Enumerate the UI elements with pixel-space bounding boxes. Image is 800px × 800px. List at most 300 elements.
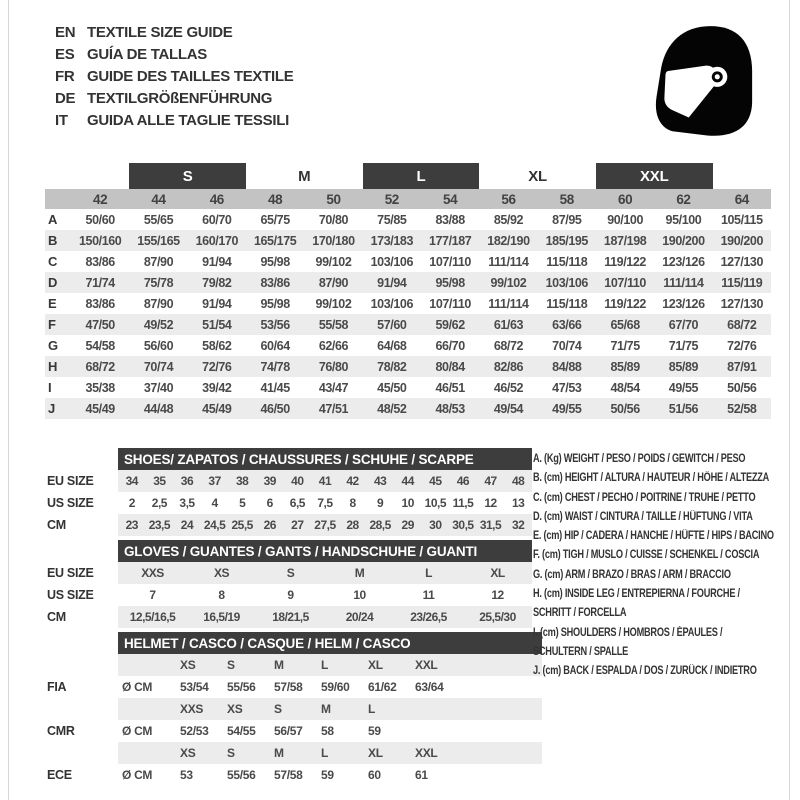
measure-cell: 103/106 [370, 296, 413, 311]
size-number-cell: 44 [129, 189, 187, 209]
shoes-size-table [45, 448, 532, 536]
measure-cell: 155/165 [129, 230, 187, 251]
helmet-size-cell: S [223, 742, 270, 764]
measure-cell: 105/115 [720, 212, 763, 227]
measure-cell: 103/106 [538, 272, 596, 293]
measure-cell: 95/98 [260, 254, 290, 269]
helmet-size-cell: XL [364, 654, 411, 676]
shoes-eu-cell: 37 [201, 470, 229, 492]
measure-cell: 68/72 [713, 314, 771, 335]
measure-cell: 111/114 [654, 272, 712, 293]
shoes-us-cell: 10 [401, 496, 414, 510]
shoes-eu-cell: 38 [228, 470, 256, 492]
measure-cell: 150/160 [71, 230, 129, 251]
shoes-eu-cell: 48 [504, 470, 532, 492]
measure-cell: 53/56 [246, 314, 304, 335]
measure-cell: 119/122 [604, 296, 646, 311]
measure-cell: 90/100 [607, 212, 644, 227]
helmet-ece-cell: 55/56 [227, 768, 256, 782]
measure-cell: 115/119 [713, 272, 771, 293]
helmet-size-cell: M [270, 742, 317, 764]
size-number-cell [45, 189, 71, 209]
measure-row-e [45, 293, 771, 314]
shoes-cm-row [45, 514, 532, 536]
measure-cell: 76/80 [304, 356, 362, 377]
language-code: FR [55, 68, 75, 85]
gloves-us-cell: 10 [353, 588, 366, 602]
size-number-cell: 62 [654, 189, 712, 209]
measure-cell: 55/58 [304, 314, 362, 335]
gloves-cm-cell: 25,5/30 [463, 606, 532, 628]
shoes-cm-cell: 32 [504, 514, 532, 536]
measure-row-a [45, 209, 771, 230]
helmet-size-cell: M [317, 698, 364, 720]
gloves-us-cell: 9 [287, 588, 294, 602]
shoes-eu-cell: 47 [477, 470, 505, 492]
helmet-size-table [45, 632, 542, 786]
shoes-us-cell: 4 [211, 496, 218, 510]
language-row-es [55, 44, 293, 66]
size-number-cell: 52 [363, 189, 421, 209]
shoes-cm-cell: 23 [118, 514, 146, 536]
measure-cell: 58/62 [202, 338, 232, 353]
helmet-fia-cell: 53/54 [180, 680, 209, 694]
shoes-cm-cell: 28 [339, 514, 367, 536]
gloves-cm-cell: 23/26,5 [394, 606, 463, 628]
shoes-eu-cell: 39 [256, 470, 284, 492]
shoes-title-spacer [45, 448, 118, 470]
helmet-size-cell: XL [364, 742, 411, 764]
shoes-us-cell: 10,5 [424, 496, 446, 510]
legend-line: C. (cm) CHEST / PECHO / POITRINE / TRUHE / PETTO [533, 491, 756, 504]
measure-cell: 44/48 [129, 398, 187, 419]
measure-cell: 95/100 [665, 212, 702, 227]
measure-cell: 182/190 [479, 230, 537, 251]
measure-cell: 66/70 [435, 338, 465, 353]
size-number-cell: 50 [304, 189, 362, 209]
language-row-en [55, 22, 293, 44]
language-title: GUIDA ALLE TAGLIE TESSILI [87, 112, 289, 129]
measure-cell: 49/55 [538, 398, 596, 419]
legend-line: G. (cm) ARM / BRAZO / BRAS / ARM / BRACCIO [533, 568, 731, 581]
measure-cell: 65/75 [260, 212, 290, 227]
measure-cell: 111/114 [488, 254, 529, 269]
helmet-size-cell [118, 654, 176, 676]
size-band-xxl: XXL [596, 163, 713, 189]
measure-cell: 41/45 [260, 380, 290, 395]
shoes-cm-cell: 24,5 [201, 514, 229, 536]
size-number-cell: 48 [246, 189, 304, 209]
shoes-eu-cell: 44 [394, 470, 422, 492]
measure-cell: 68/72 [71, 356, 129, 377]
measure-cell: 177/187 [421, 230, 479, 251]
measure-cell: 54/58 [85, 338, 115, 353]
language-code: ES [55, 46, 75, 63]
measure-cell: 50/60 [85, 212, 115, 227]
measure-cell: 91/94 [202, 254, 232, 269]
gloves-eu-cell: L [394, 562, 463, 584]
language-title-list [55, 22, 293, 132]
measure-cell: 67/70 [654, 314, 712, 335]
textile-size-table [45, 163, 771, 419]
shoes-us-cell: 3,5 [179, 496, 195, 510]
helmet-size-cell: XS [176, 654, 223, 676]
shoes-us-cell: 5 [239, 496, 246, 510]
gloves-eu-cell: S [256, 562, 325, 584]
shoes-cm-cell: 23,5 [146, 514, 174, 536]
helmet-ece-cell: Ø CM [122, 768, 153, 782]
measure-cell: 55/65 [143, 212, 174, 227]
measure-cell: 99/102 [315, 254, 352, 269]
shoes-cm-cell: 31,5 [477, 514, 505, 536]
measure-cell: 95/98 [421, 272, 479, 293]
measure-cell: I [48, 380, 52, 395]
measure-cell: 72/76 [188, 356, 246, 377]
size-number-row [45, 189, 771, 209]
size-number-cell: 64 [713, 189, 771, 209]
helmet-fia-row [45, 676, 542, 698]
size-number-cell: 56 [479, 189, 537, 209]
measure-cell: 71/75 [668, 338, 699, 353]
measure-cell: 59/62 [421, 314, 479, 335]
helmet-ece-cell: 61 [415, 768, 428, 782]
gloves-eu-cell: XL [463, 562, 532, 584]
measure-cell: 85/92 [493, 212, 524, 227]
shoes-us-cell: 6,5 [289, 496, 305, 510]
measure-row-i [45, 377, 771, 398]
measure-cell: 123/126 [662, 254, 705, 269]
measure-cell: B [45, 230, 71, 251]
shoes-cm-cell: 29 [394, 514, 422, 536]
helmet-cmr-cell: 54/55 [227, 724, 256, 738]
measure-cell: 43/47 [318, 380, 349, 395]
language-row-fr [55, 66, 293, 88]
shoes-eu-cell: 40 [284, 470, 312, 492]
measure-cell: 91/94 [363, 272, 421, 293]
helmet-size-cell [118, 742, 176, 764]
measure-cell: 187/198 [596, 230, 654, 251]
shoes-us-cell: 7,5 [317, 496, 333, 510]
measure-cell: 173/183 [363, 230, 421, 251]
gloves-eu-cell: M [325, 562, 394, 584]
measure-cell: 99/102 [479, 272, 537, 293]
helmet-size-cell: L [317, 654, 364, 676]
gloves-title-spacer [45, 540, 118, 562]
measure-cell: 46/52 [493, 380, 524, 395]
gloves-eu-cell: XS [187, 562, 256, 584]
helmet-cmr-cell: 58 [321, 724, 334, 738]
shoes-us-cell: 8 [349, 496, 356, 510]
measure-cell: 61/63 [479, 314, 537, 335]
row-label-ece: ECE [45, 764, 118, 786]
legend-line: E. (cm) HIP / CADERA / HANCHE / HÜFTE / HIPS / BACINO [533, 530, 774, 543]
legend-line: A. (Kg) WEIGHT / PESO / POIDS / GEWITCH / PESO [533, 453, 746, 465]
measure-cell: 170/180 [304, 230, 362, 251]
legend-line: I. (cm) SHOULDERS / HOMBROS / ÉPAULES / [533, 626, 723, 639]
measure-row-h [45, 356, 771, 377]
measure-cell: 83/86 [85, 254, 115, 269]
measure-cell: 51/56 [654, 398, 712, 419]
measure-cell: 83/86 [246, 272, 304, 293]
helmet-fia-cell: 61/62 [368, 680, 397, 694]
size-number-cell: 58 [538, 189, 596, 209]
shoes-cm-cell: 24 [173, 514, 201, 536]
measure-cell: 72/76 [727, 338, 757, 353]
shoes-cm-cell: 28,5 [366, 514, 394, 536]
shoes-eu-cell: 36 [173, 470, 201, 492]
measure-cell: 160/170 [188, 230, 246, 251]
size-number-cell: 42 [71, 189, 129, 209]
helmet-fia-cell: 59/60 [321, 680, 350, 694]
measure-cell: 45/49 [71, 398, 129, 419]
helmet-cmr-row [45, 720, 542, 742]
helmet-cmr-sizes-row [45, 698, 542, 720]
helmet-cmr-cell: 52/53 [180, 724, 209, 738]
size-band-l: L [363, 163, 480, 189]
measure-cell: 48/54 [610, 380, 640, 395]
helmet-fia-sizes-row [45, 654, 542, 676]
measure-cell: G [48, 338, 58, 353]
measure-cell: 64/68 [377, 338, 407, 353]
helmet-fia-cell: Ø CM [122, 680, 153, 694]
measure-cell: 107/110 [596, 272, 654, 293]
language-code: DE [55, 90, 76, 107]
language-row-de [55, 88, 293, 110]
row-label-blank [45, 742, 118, 764]
measure-cell: 99/102 [315, 296, 352, 311]
helmet-size-cell: XS [176, 742, 223, 764]
shoes-cm-cell: 25,5 [228, 514, 256, 536]
shoes-title-row [45, 448, 532, 470]
measure-cell: 70/74 [552, 338, 582, 353]
measure-cell: 56/60 [143, 338, 174, 353]
legend-line: J. (cm) BACK / ESPALDA / DOS / ZURÜCK / INDIETRO [533, 665, 757, 678]
measure-cell: 47/53 [552, 380, 582, 395]
gloves-cm-row [45, 606, 532, 628]
shoes-eu-cell: 42 [339, 470, 367, 492]
gloves-us-cell: 7 [149, 588, 156, 602]
legend-line: D. (cm) WAIST / CINTURA / TAILLE / HÜFTUNG / VITA [533, 510, 753, 523]
measure-cell: D [45, 272, 71, 293]
helmet-fia-cell: 57/58 [274, 680, 303, 694]
measure-cell: 68/72 [493, 338, 524, 353]
helmet-icon [650, 24, 756, 136]
measure-cell: 71/74 [71, 272, 129, 293]
measure-cell: 83/86 [85, 296, 115, 311]
shoes-us-cell: 9 [377, 496, 384, 510]
helmet-ece-sizes-row [45, 742, 542, 764]
helmet-size-cell: L [317, 742, 364, 764]
legend-line: F. (cm) TIGH / MUSLO / CUISSE / SCHENKEL / COSCIA [533, 549, 760, 562]
measure-cell: F [45, 314, 71, 335]
language-code: EN [55, 24, 76, 41]
row-label-cm: CM [45, 606, 118, 628]
measure-cell: 82/86 [479, 356, 537, 377]
measure-cell: 74/78 [246, 356, 304, 377]
helmet-cmr-cell [411, 720, 542, 742]
size-number-cell: 54 [421, 189, 479, 209]
gloves-title-row [45, 540, 532, 562]
legend-line: B. (cm) HEIGHT / ALTURA / HAUTEUR / HÖHE / ALTEZZA [533, 472, 770, 485]
measure-cell: 48/52 [363, 398, 421, 419]
shoes-us-cell: 13 [511, 496, 525, 510]
gloves-eu-cell: XXS [118, 562, 187, 584]
measure-cell: 52/58 [713, 398, 771, 419]
helmet-ece-cell: 57/58 [274, 768, 303, 782]
shoes-eu-cell: 45 [422, 470, 450, 492]
gloves-cm-cell: 12,5/16,5 [118, 606, 187, 628]
helmet-ece-row [45, 764, 542, 786]
measure-cell: C [48, 254, 57, 269]
helmet-title: HELMET / CASCO / CASQUE / HELM / CASCO [118, 632, 542, 654]
shoes-cm-cell: 30,5 [449, 514, 477, 536]
size-band-s: S [129, 163, 246, 189]
measure-cell: 85/89 [596, 356, 654, 377]
measure-cell: 60/70 [202, 212, 232, 227]
measure-cell: 83/88 [435, 212, 465, 227]
language-title: GUIDE DES TAILLES TEXTILE [87, 68, 294, 85]
language-title: TEXTILE SIZE GUIDE [87, 24, 233, 41]
measure-cell: 127/130 [720, 254, 763, 269]
gloves-size-table [45, 540, 532, 628]
row-label-cm: CM [45, 514, 118, 536]
shoes-eu-cell: 41 [311, 470, 339, 492]
measure-cell: 119/122 [604, 254, 646, 269]
helmet-size-cell: S [270, 698, 317, 720]
measure-cell: 78/82 [363, 356, 421, 377]
measure-cell: 84/88 [538, 356, 596, 377]
row-label-blank [45, 698, 118, 720]
measure-cell: 39/42 [202, 380, 232, 395]
measure-cell: 87/90 [304, 272, 362, 293]
shoes-eu-cell: 46 [449, 470, 477, 492]
size-band-m: M [298, 167, 311, 185]
gloves-us-cell: 12 [491, 588, 504, 602]
shoes-us-cell: 2,5 [151, 496, 167, 510]
measure-cell: 51/54 [188, 314, 246, 335]
helmet-ece-cell: 60 [368, 768, 381, 782]
measure-cell: 185/195 [538, 230, 596, 251]
measure-cell: 87/95 [552, 212, 582, 227]
language-row-it [55, 110, 293, 132]
size-band-row [45, 163, 771, 189]
measure-cell: 190/200 [654, 230, 712, 251]
shoes-eu-cell: 43 [366, 470, 394, 492]
row-label-blank [45, 654, 118, 676]
measure-cell: 47/50 [71, 314, 129, 335]
measure-row-d [45, 272, 771, 293]
gloves-us-cell: 11 [422, 588, 435, 602]
gloves-us-cell: 8 [218, 588, 225, 602]
measure-cell: 123/126 [662, 296, 705, 311]
measure-cell: 75/78 [129, 272, 187, 293]
measure-cell: 115/118 [546, 296, 588, 311]
measure-cell: 107/110 [429, 296, 471, 311]
measure-row-f [45, 314, 771, 335]
measure-cell: 111/114 [488, 296, 529, 311]
measure-cell: 45/49 [188, 398, 246, 419]
measure-cell: 49/54 [479, 398, 537, 419]
measure-cell: 87/90 [143, 296, 174, 311]
measure-row-g [45, 335, 771, 356]
measure-cell: 87/91 [713, 356, 771, 377]
measure-cell: 95/98 [260, 296, 290, 311]
gloves-cm-cell: 16,5/19 [187, 606, 256, 628]
measure-cell: 49/55 [668, 380, 699, 395]
shoes-eu-cell: 34 [118, 470, 146, 492]
measure-cell: 49/52 [129, 314, 187, 335]
shoes-title: SHOES/ ZAPATOS / CHAUSSURES / SCHUHE / SCARPE [118, 448, 532, 470]
measure-cell: J [45, 398, 71, 419]
measure-cell: 71/75 [610, 338, 640, 353]
shoes-us-cell: 6 [266, 496, 273, 510]
measure-cell: 46/51 [435, 380, 465, 395]
helmet-ece-cell: 53 [180, 768, 193, 782]
size-band-spacer [45, 163, 129, 189]
helmet-fia-cell: 63/64 [415, 680, 444, 694]
measure-cell: 107/110 [429, 254, 471, 269]
shoes-cm-cell: 30 [422, 514, 450, 536]
helmet-title-row [45, 632, 542, 654]
legend-line: SCHRITT / FORCELLA [533, 607, 627, 620]
shoes-us-cell: 12 [484, 496, 497, 510]
measure-cell: 50/56 [727, 380, 757, 395]
helmet-size-cell: XXS [176, 698, 223, 720]
shoes-us-row [45, 492, 532, 514]
size-band-xl: XL [528, 167, 548, 185]
legend-line: SCHULTERN / SPALLE [533, 645, 629, 658]
helmet-size-cell: S [223, 654, 270, 676]
measure-cell: 80/84 [421, 356, 479, 377]
measure-row-j [45, 398, 771, 419]
shoes-cm-cell: 26 [256, 514, 284, 536]
measure-cell: 47/51 [304, 398, 362, 419]
helmet-size-cell: XS [223, 698, 270, 720]
helmet-size-cell: M [270, 654, 317, 676]
gloves-eu-row [45, 562, 532, 584]
measure-cell: 70/80 [318, 212, 349, 227]
shoes-us-cell: 2 [128, 496, 135, 510]
helmet-cmr-cell: 59 [368, 724, 381, 738]
helmet-size-cell: L [364, 698, 411, 720]
measure-row-b [45, 230, 771, 251]
measure-cell: A [48, 212, 57, 227]
measure-cell: 48/53 [421, 398, 479, 419]
shoes-eu-cell: 35 [146, 470, 174, 492]
shoes-cm-cell: 27 [284, 514, 312, 536]
helmet-fia-cell: 55/56 [227, 680, 256, 694]
gloves-cm-cell: 20/24 [325, 606, 394, 628]
size-band-spacer [713, 163, 771, 189]
helmet-size-cell [118, 698, 176, 720]
shoes-eu-row [45, 470, 532, 492]
measure-cell: 37/40 [143, 380, 174, 395]
size-number-cell: 46 [188, 189, 246, 209]
row-label-eu-size: EU SIZE [45, 470, 118, 492]
measure-cell: 65/68 [596, 314, 654, 335]
measure-cell: 79/82 [188, 272, 246, 293]
gloves-cm-cell: 18/21,5 [256, 606, 325, 628]
measure-cell: 50/56 [596, 398, 654, 419]
measure-cell: 62/66 [318, 338, 349, 353]
measure-cell: H [45, 356, 71, 377]
measure-cell: 115/118 [546, 254, 588, 269]
measure-cell: 35/38 [85, 380, 115, 395]
measure-cell: 75/85 [377, 212, 407, 227]
measure-cell: 165/175 [246, 230, 304, 251]
measure-cell: 46/50 [246, 398, 304, 419]
measure-cell: 63/66 [538, 314, 596, 335]
